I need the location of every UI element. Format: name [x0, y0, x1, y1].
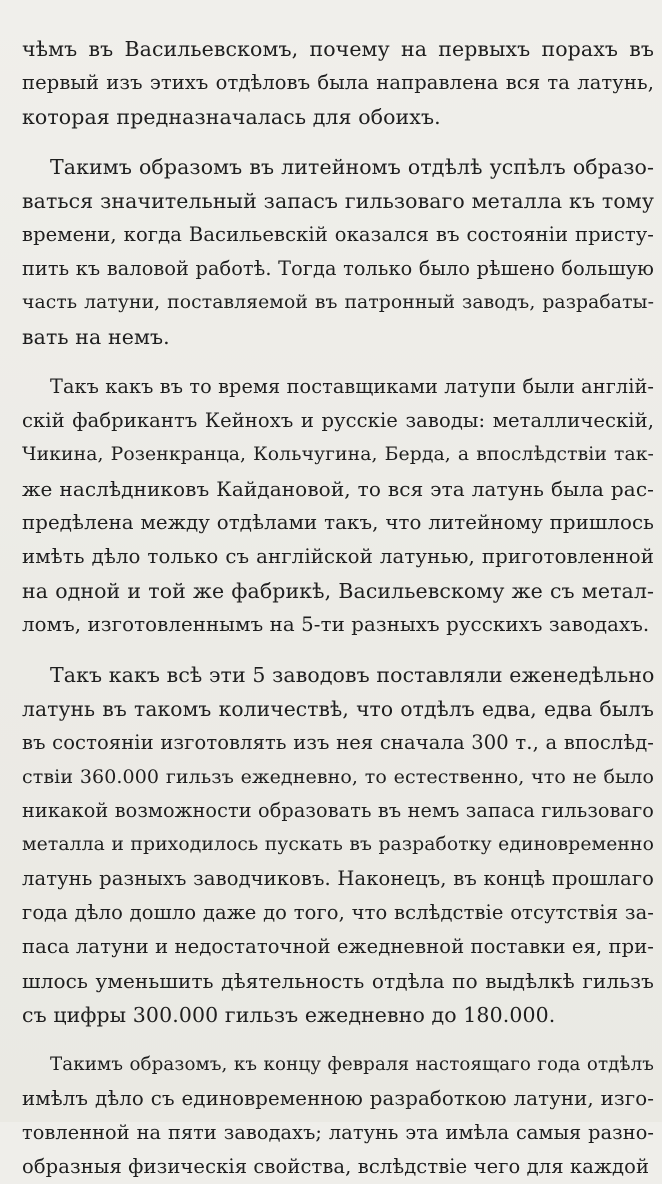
text-line: ломъ, изготовленнымъ на 5-ти разныхъ русскихъ заводахъ.	[22, 613, 650, 636]
text-line: латунь разныхъ заводчиковъ. Наконецъ, въ концѣ прошлаго	[22, 867, 654, 890]
text-line: имѣлъ дѣло съ единовременною разработкою латуни, изго-	[22, 1087, 654, 1110]
text-line: чѣмъ въ Васильевскомъ, почему на первыхъ порахъ въ	[22, 37, 654, 61]
text-line: паса латуни и недостаточной ежедневной поставки ея, при-	[22, 935, 654, 958]
paragraph	[22, 150, 654, 354]
text-line: латунь въ такомъ количествѣ, что отдѣлъ едва, едва былъ	[22, 697, 654, 721]
text-line: съ цифры 300.000 гильзъ ежедневно до 180.000.	[22, 1003, 556, 1027]
text-line: образныя физическія свойства, вслѣдствіе чего для каждой	[22, 1155, 650, 1178]
paragraph	[22, 370, 654, 642]
text-line: на одной и той же фабрикѣ, Васильевскому же съ метал-	[22, 579, 654, 603]
text-line: ствіи 360.000 гильзъ ежедневно, то естественно, что не было	[22, 766, 654, 788]
text-line: же наслѣдниковъ Кайдановой, то вся эта латунь была рас-	[22, 477, 654, 501]
text-line: первый изъ этихъ отдѣловъ была направлена вся та латунь,	[22, 71, 654, 94]
text-line: Такъ какъ всѣ эти 5 заводовъ поставляли еженедѣльно	[50, 663, 655, 687]
text-line: Чикина, Розенкранца, Кольчугина, Берда, а впослѣдствіи так-	[22, 444, 654, 465]
text-line: Такимъ образомъ въ литейномъ отдѣлѣ успѣлъ образо-	[50, 155, 654, 179]
text-line: Такимъ образомъ, къ концу февраля настоящаго года отдѣлъ	[50, 1054, 654, 1075]
paragraph	[22, 32, 654, 134]
text-line: времени, когда Васильевскій оказался въ состояніи присту-	[22, 223, 654, 246]
text-line: часть латуни, поставляемой въ патронный заводъ, разрабаты-	[22, 292, 654, 313]
text-line: шлось уменьшить дѣятельность отдѣла по выдѣлкѣ гильзъ	[22, 969, 654, 993]
text-line: имѣть дѣло только съ англійской латунью, приготовленной	[22, 545, 654, 568]
text-line: скій фабрикантъ Кейнохъ и русскіе заводы: металлическій,	[22, 409, 654, 432]
text-line: Такъ какъ въ то время поставщиками латупи были англій-	[50, 375, 654, 398]
text-line: вать на немъ.	[22, 325, 170, 349]
text-line: которая предназначалась для обоихъ.	[22, 105, 441, 129]
text-line: въ состояніи изготовлять изъ нея сначала 300 т., а впослѣд-	[22, 731, 654, 754]
text-line: товленной на пяти заводахъ; латунь эта имѣла самыя разно-	[22, 1121, 654, 1144]
paragraph	[22, 658, 654, 1032]
text-line: предѣлена между отдѣлами такъ, что литейному пришлось	[22, 511, 654, 534]
text-line: ваться значительный запасъ гильзоваго металла къ тому	[22, 189, 654, 213]
paragraph	[22, 1048, 654, 1184]
text-line: пить къ валовой работѣ. Тогда только было рѣшено большую	[22, 257, 654, 280]
text-body	[22, 32, 654, 1184]
text-line: металла и приходилось пускать въ разработку единовременно	[22, 834, 654, 855]
text-line: года дѣло дошло даже до того, что вслѣдствіе отсутствія за-	[22, 901, 654, 924]
text-line: никакой возможности образовать въ немъ запаса гильзоваго	[22, 799, 654, 822]
